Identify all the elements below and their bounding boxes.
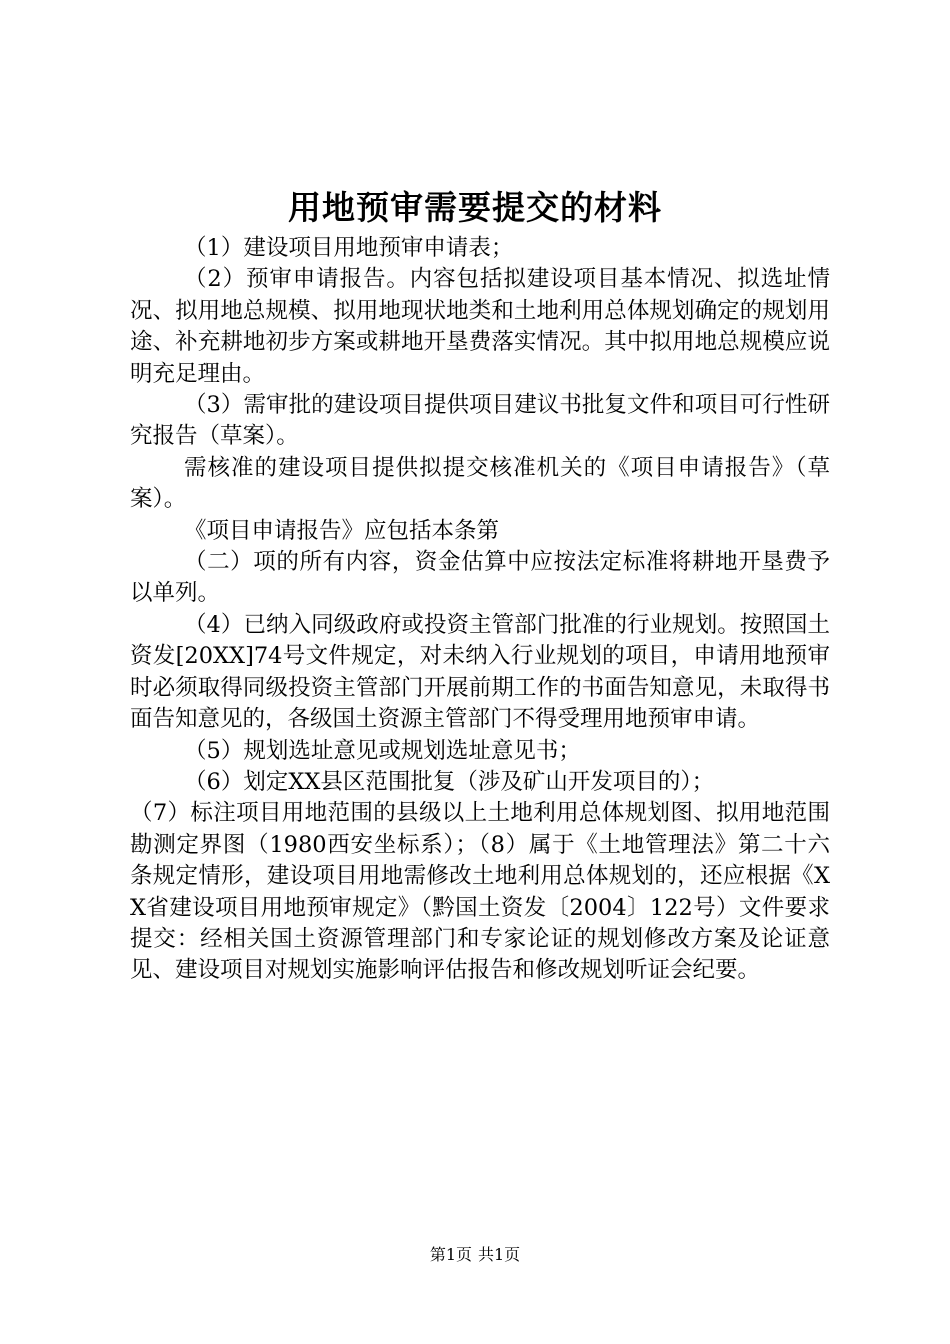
document-body <box>130 233 830 987</box>
paragraph-item-6: （6）划定XX县区范围批复（涉及矿山开发项目的）； <box>184 768 715 795</box>
page-footer <box>0 1244 950 1266</box>
paragraph-item-2: （2）预审申请报告。内容包括拟建设项目基本情况、拟选址情况、拟用地总规模、拟用地现状地类和土地利用总体规划确定的规划用途、补充耕地初步方案或耕地开垦费落实情况。其中拟用地总规模应说明充足理由。 <box>130 266 830 387</box>
page-total: 共1页 <box>478 1245 521 1264</box>
paragraph-approval-report: 需核准的建设项目提供拟提交核准机关的《项目申请报告》（草案）。 <box>130 454 830 513</box>
page-number: 第1页 <box>429 1245 472 1264</box>
paragraph-item-3: （3）需审批的建设项目提供项目建议书批复文件和项目可行性研究报告（草案）。 <box>130 392 830 450</box>
paragraph-item-1: （1）建设项目用地预审申请表； <box>184 235 514 261</box>
document-title: 用地预审需要提交的材料 <box>288 188 662 227</box>
paragraph-item-7-8: （7）标注项目用地范围的县级以上土地利用总体规划图、拟用地范围勘测定界图（1980西安坐标系）；（8）属于《土地管理法》第二十六条规定情形，建设项目用地需修改土地利用总体规划的，还应根据《XX省建设项目用地预审规定》（黔国土资发〔2004〕122号）文件要求提交：经相关国土资源管理部门和专家论证的规划修改方案及论证意见、建设项目对规划实施影响评估报告和修改规划听证会纪要。 <box>130 800 830 984</box>
paragraph-report-contents: 《项目申请报告》应包括本条第 <box>184 517 500 544</box>
paragraph-item-4: （4）已纳入同级政府或投资主管部门批准的行业规划。按照国土资发[20XX]74号文件规定，对未纳入行业规划的项目，申请用地预审时必须取得同级投资主管部门开展前期工作的书面告知意见，未取得书面告知意见的，各级国土资源主管部门不得受理用地预审申请。 <box>130 611 830 733</box>
paragraph-item-2-contents: （二）项的所有内容，资金估算中应按法定标准将耕地开垦费予以单列。 <box>130 549 830 607</box>
paragraph-item-5: （5）规划选址意见或规划选址意见书； <box>184 737 581 764</box>
